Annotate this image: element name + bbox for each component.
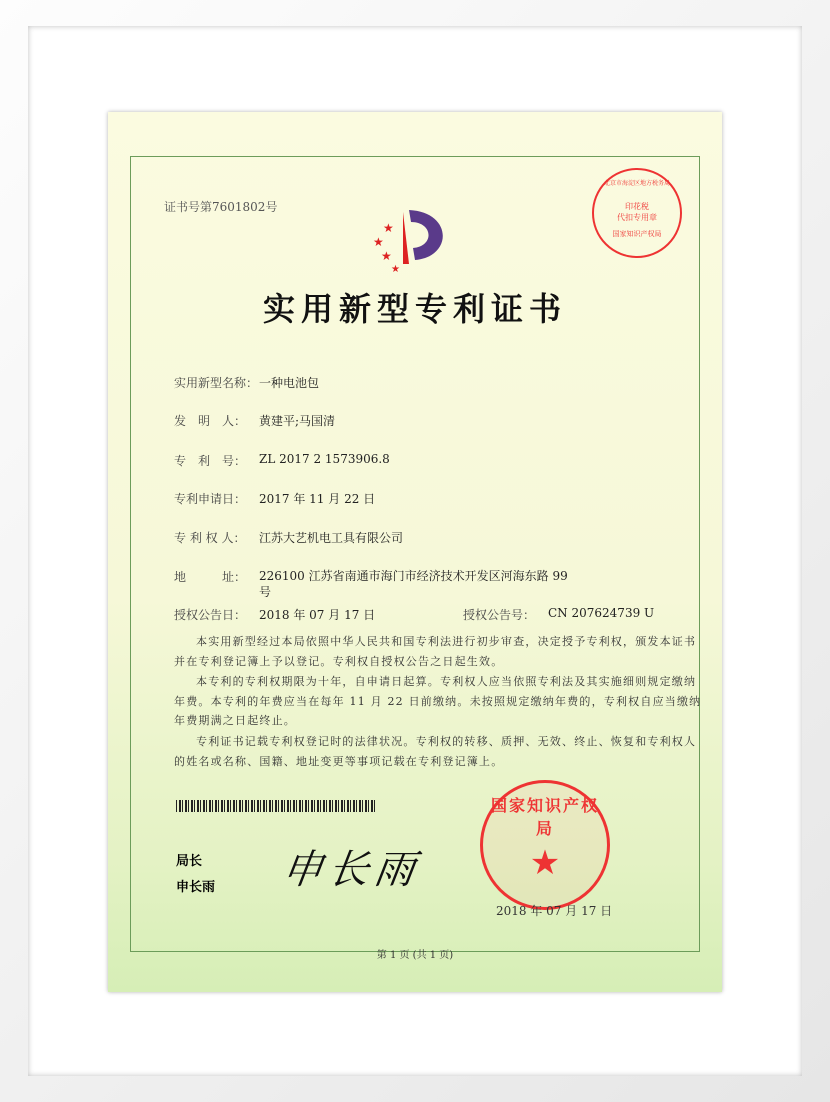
- grant-no-value: CN 207624739 U: [548, 606, 655, 620]
- address-value: 226100 江苏省南通市海门市经济技术开发区河海东路 99 号: [259, 569, 568, 599]
- svg-text:★: ★: [391, 264, 400, 274]
- certificate-number: 证书号第7601802号: [164, 200, 278, 214]
- paragraph-1: 本实用新型经过本局依照中华人民共和国专利法进行初步审查，决定授予专利权，颁发本证书并在专利登记簿上予以登记。专利权自授权公告之日起生效。: [174, 635, 697, 668]
- patent-no-label: 专 利 号：: [174, 454, 247, 468]
- director-title: 局长: [176, 854, 203, 869]
- inventor-value: 黄建平;马国清: [259, 414, 336, 428]
- grant-no-label: 授权公告号：: [463, 608, 536, 622]
- tax-stamp-ring-text: 北京市海淀区地方税务局: [603, 180, 670, 187]
- seal-text: 国家知识产权局: [490, 796, 599, 838]
- tax-stamp-center1: 印花税: [625, 202, 649, 211]
- barcode: [176, 800, 376, 812]
- name-value: 一种电池包: [259, 376, 320, 390]
- tax-stamp: [592, 168, 682, 258]
- grant-date-label: 授权公告日：: [174, 608, 247, 622]
- certificate: [108, 112, 722, 992]
- name-label: 实用新型名称：: [174, 376, 259, 390]
- national-emblem-icon: ★: [529, 843, 561, 883]
- svg-text:★: ★: [373, 235, 384, 249]
- filing-date-label: 专利申请日：: [174, 492, 247, 506]
- patentee-label: 专 利 权 人：: [174, 531, 246, 545]
- signature: 申长雨: [279, 847, 424, 893]
- svg-text:★: ★: [381, 249, 392, 263]
- tax-stamp-center2: 代扣专用章: [617, 213, 657, 222]
- address-label: 地 址：: [174, 570, 247, 584]
- grant-date-value: 2018 年 07 月 17 日: [259, 608, 376, 622]
- inventor-label: 发 明 人：: [174, 414, 247, 428]
- director-name: 申长雨: [176, 880, 216, 895]
- patent-no-value: ZL 2017 2 1573906.8: [259, 452, 390, 466]
- certificate-title: 实用新型专利证书: [262, 290, 567, 328]
- decorative-border: [130, 156, 700, 952]
- paragraph-3: 专利证书记载专利权登记时的法律状况。专利权的转移、质押、无效、终止、恢复和专利权人的姓名或名称、国籍、地址变更等事项记载在专利登记簿上。: [174, 735, 697, 768]
- paragraph-2: 本专利的专利权期限为十年，自申请日起算。专利权人应当依照专利法及其实施细则规定缴纳年费。本专利的年费应当在每年 11 月 22 日前缴纳。未按照规定缴纳年费的，专利权自应当缴纳年费期满之日起终止。: [174, 675, 702, 727]
- patent-logo-icon: [363, 202, 463, 274]
- seal-date: 2018 年 07 月 17 日: [496, 904, 613, 918]
- svg-text:★: ★: [383, 221, 394, 235]
- filing-date-value: 2017 年 11 月 22 日: [259, 492, 376, 506]
- patentee-value: 江苏大艺机电工具有限公司: [259, 531, 404, 545]
- tax-stamp-bottom: 国家知识产权局: [612, 230, 662, 238]
- official-seal: [480, 780, 610, 910]
- page-footer: 第 1 页 (共 1 页): [376, 950, 454, 961]
